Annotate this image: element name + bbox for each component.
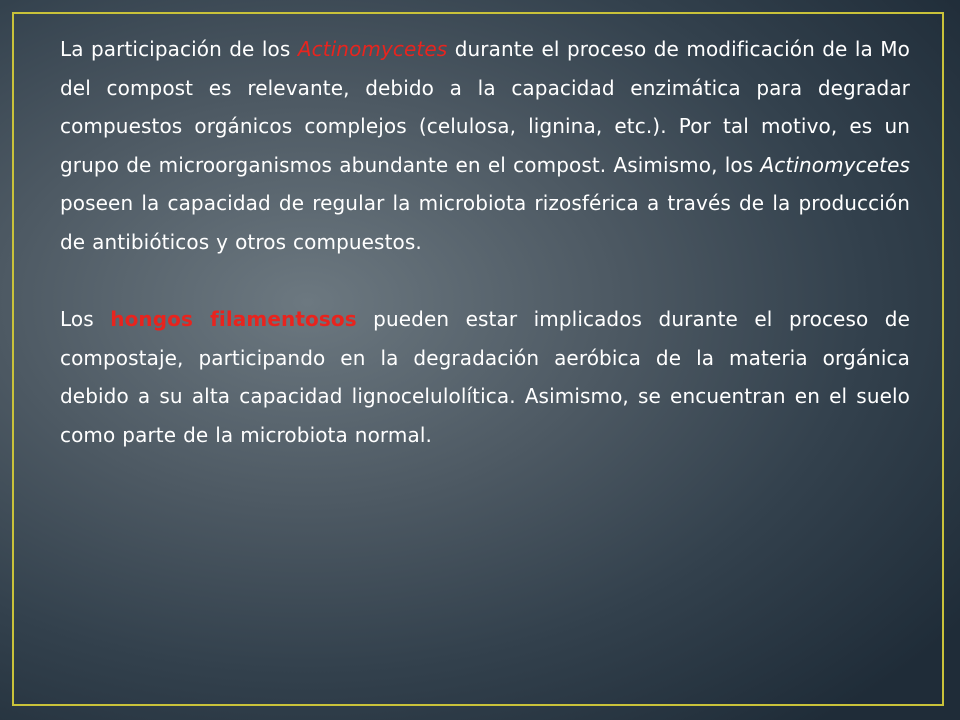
paragraph-actinomycetes	[60, 30, 910, 261]
slide-content	[60, 30, 910, 454]
paragraph-text: pueden estar implicados durante el proceso de compostaje, participando en la degradación aeróbica de la materia orgánica debido a su alta capacidad lignocelulolítica. Asimismo, se encuentran en el suelo como parte de la microbiota normal.	[60, 307, 910, 447]
paragraph-hongos	[60, 300, 910, 454]
paragraph-text: durante el proceso de modificación de la Mo del compost es relevante, debido a la capacidad enzimática para degradar compuestos orgánicos complejos (celulosa, lignina, etc.). Por tal motivo, es un grupo de microorganismos abundante en el compost. Asimismo, los	[60, 37, 910, 177]
paragraph-text: La participación de los	[60, 37, 298, 61]
paragraph-text: poseen la capacidad de regular la microbiota rizosférica a través de la producción de antibióticos y otros compuestos.	[60, 191, 910, 254]
highlight-actinomycetes: Actinomycetes	[297, 37, 448, 61]
highlight-hongos-filamentosos: hongos filamentosos	[110, 307, 357, 331]
italic-actinomycetes: Actinomycetes	[760, 152, 910, 177]
paragraph-text: Los	[60, 307, 111, 331]
